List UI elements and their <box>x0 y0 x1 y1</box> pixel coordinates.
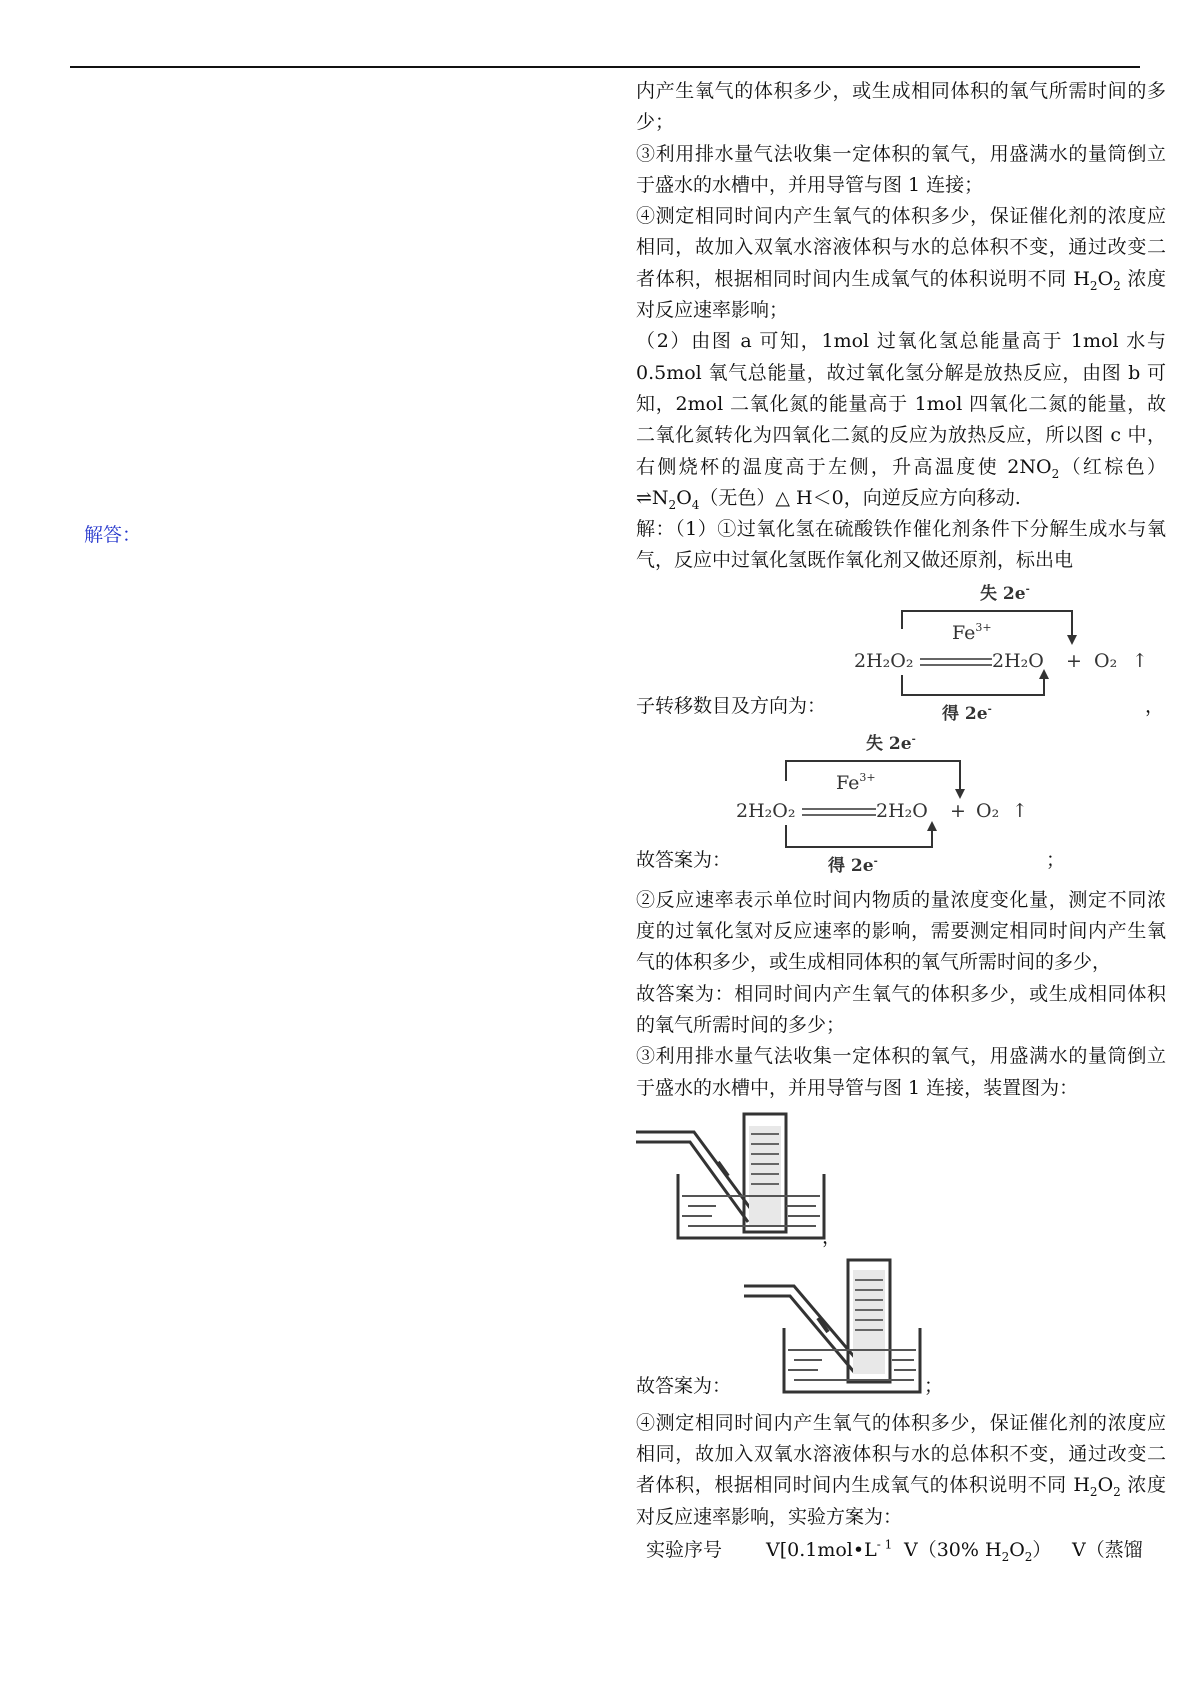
column-header-water-volume: V（蒸馏 <box>1072 1539 1143 1562</box>
svg-text:Fe3+: $Fe^{3+}$ <box>836 770 876 794</box>
answer-prefix: 故答案为： <box>636 849 732 872</box>
experiment-table-header <box>636 1535 1176 1566</box>
answer-tail: ； <box>924 1374 944 1397</box>
svg-text:+: + <box>950 799 966 822</box>
electron-transfer-diagram <box>836 577 1166 725</box>
product-water: 2H₂O <box>992 649 1044 672</box>
electron-transfer-equation-2 <box>636 725 1166 877</box>
equation-label: 子转移数目及方向为： <box>636 695 827 718</box>
paragraph-part2: （2）由图 a 可知，1mol 过氧化氢总能量高于 1mol 水与 0.5mol 氧气总能量，故过氧化氢分解是放热反应，由图 b 可知，2mol 二氧化氮的能量高于 1mol 四氧化二氮的能量，故二氧化氮转化为四氧化二氮的反应为放热反应，所以图 c 中，右侧烧杯的温度高于左侧，升高温度使 $2NO_2$（红棕色）$\rightleftharpoons N_2O_4$（无色）△ H＜0，向逆反应方向移动. <box>636 330 1166 512</box>
apparatus-tail: ， <box>822 1225 842 1248</box>
answer-column <box>636 76 1166 1566</box>
answer-label: 解答： <box>84 524 142 546</box>
svg-text:O₂: O₂ <box>976 799 1000 822</box>
gain-electron-label: 得 2e- <box>942 703 992 724</box>
paragraph-step4: ④测定相同时间内产生氧气的体积多少，保证催化剂的浓度应相同，故加入双氧水溶液体积与水的总体积不变，通过改变二者体积，根据相同时间内生成氧气的体积说明不同 $H_2O_2$ 浓度对反应速率影响； <box>636 205 1166 322</box>
paragraph-step4-plan: ④测定相同时间内产生氧气的体积多少，保证催化剂的浓度应相同，故加入双氧水溶液体积与水的总体积不变，通过改变二者体积，根据相同时间内生成氧气的体积说明不同 $H_2O_2$ 浓度对反应速率影响，实验方案为： <box>636 1411 1166 1528</box>
header-rule <box>70 66 1140 68</box>
svg-text:失 2e-: 失 2e- <box>866 733 916 754</box>
reactant: 2H₂O₂ <box>854 649 914 672</box>
product-oxygen: O₂ <box>1094 649 1118 672</box>
answer-tail: ； <box>1046 849 1066 872</box>
electron-transfer-diagram-answer <box>736 729 1066 879</box>
column-header-catalyst-volume: $V[0.1mol•L^{- 1}$ <box>766 1537 893 1562</box>
apparatus-figure-1 <box>636 1110 1166 1250</box>
lose-electron-label: 失 2e- <box>980 583 1030 604</box>
catalyst-label: $Fe^{3+}$ <box>952 620 992 644</box>
svg-text:2H₂O: 2H₂O <box>876 799 928 822</box>
paragraph-continuation: 内产生氧气的体积多少，或生成相同体积的氧气所需时间的多少； <box>636 80 1166 134</box>
column-header-h2o2-volume: V（30% $H_2O_2$） <box>904 1539 1052 1564</box>
electron-transfer-equation-1 <box>636 577 1166 725</box>
apparatus-figure-2 <box>636 1254 1166 1402</box>
gas-collection-apparatus-answer-icon <box>744 1254 924 1400</box>
svg-text:得 2e-: 得 2e- <box>828 855 878 876</box>
svg-text:2H₂O₂: 2H₂O₂ <box>736 799 796 822</box>
gas-collection-apparatus-icon <box>636 1110 826 1250</box>
gas-arrow: ↑ <box>1132 649 1148 672</box>
column-header-number: 实验序号 <box>646 1539 723 1562</box>
paragraph-rate: ②反应速率表示单位时间内物质的量浓度变化量，测定不同浓度的过氧化氢对反应速率的影响，需要测定相同时间内产生氧气的体积多少，或生成相同体积的氧气所需时间的多少， <box>636 888 1166 974</box>
paragraph-step3: ③利用排水量气法收集一定体积的氧气，用盛满水的量筒倒立于盛水的水槽中，并用导管与图 1 连接； <box>636 142 1166 196</box>
equation-tail: ， <box>1144 695 1164 718</box>
answer-prefix: 故答案为： <box>636 1374 732 1397</box>
paragraph-apparatus: ③利用排水量气法收集一定体积的氧气，用盛满水的量筒倒立于盛水的水槽中，并用导管与图 1 连接，装置图为： <box>636 1045 1166 1099</box>
plus-sign: + <box>1066 649 1082 672</box>
paragraph-answer-rate: 故答案为：相同时间内产生氧气的体积多少，或生成相同体积的氧气所需时间的多少； <box>636 982 1166 1036</box>
paragraph-solution: 解：（1）①过氧化氢在硫酸铁作催化剂条件下分解生成水与氧气，反应中过氧化氢既作氧化剂又做还原剂，标出电 <box>636 518 1166 572</box>
svg-text:↑: ↑ <box>1012 799 1028 822</box>
